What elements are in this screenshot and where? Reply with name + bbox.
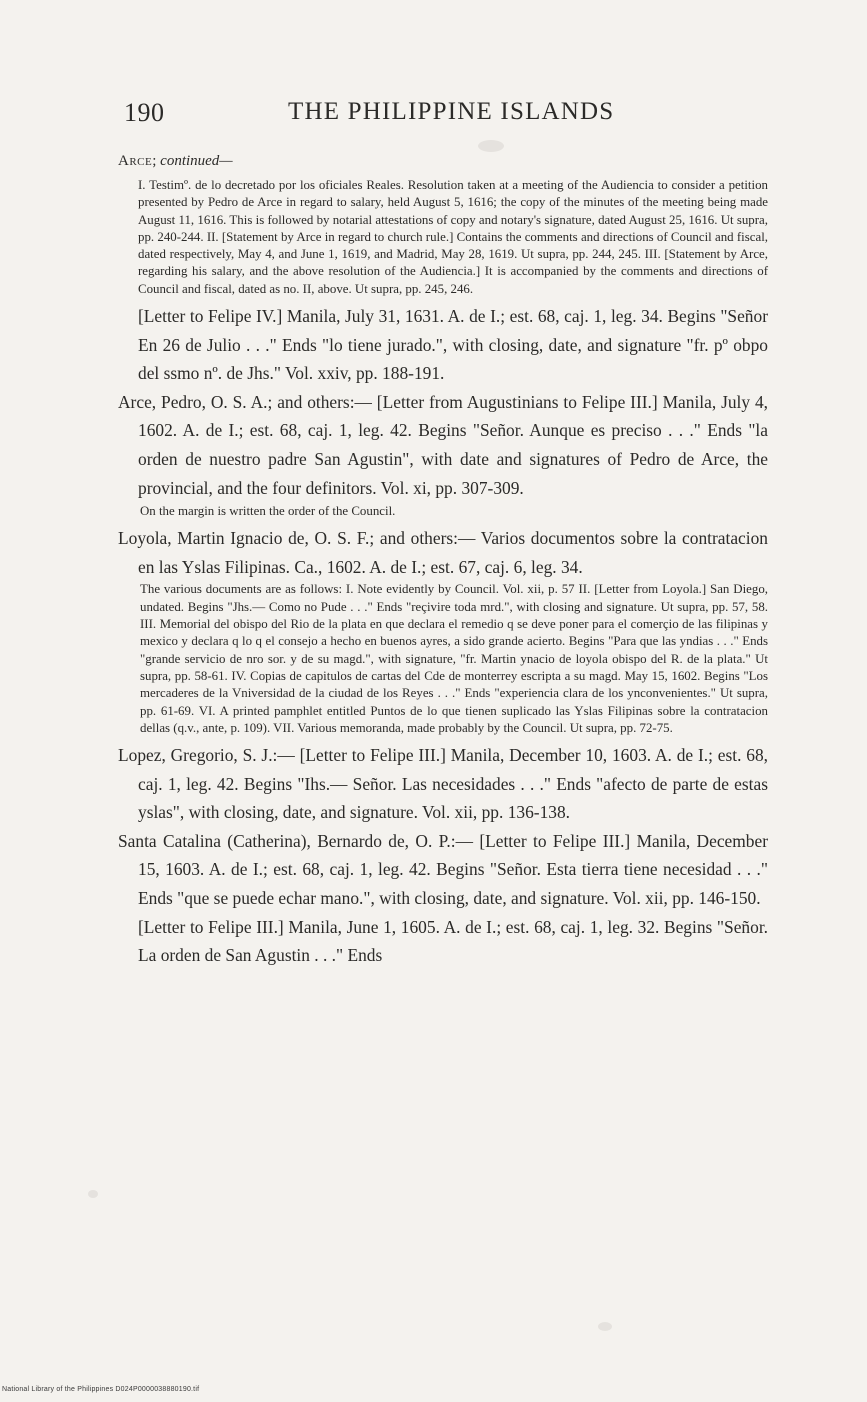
note-loyola-documents: The various documents are as follows: I. Note evidently by Council. Vol. xii, p. 57 II. [Letter from Loyola.] San Diego, undated. Begins "Jhs.— Como no Pude . . ." Ends "reçivire toda mrd.", with closing and signature. Ut supra, pp. 57, 58. III. Memorial del obispo del Rio de la plata en que declara el remedio q se deve poner para el comerçio de las filipinas y mexico y declara q lo q el consejo a hecho en buenos ayres, a sido grande acierto. Begins "Para que las yndias . . ." Ends "grande servicio de nro sor. y de su magd.", with signature, "fr. Martin ynacio de loyola obispo del R. de la plata." Ut supra, pp. 58-61. IV. Copias de capitulos de cartas del Cde de monterrey escripta a su magd. May 15, 1602. Begins "Los mercaderes de la Vniversidad de la ciudad de los Reyes . . ." Ends "experiencia clara de los ynconvenientes." Ut supra, pp. 61-69. VI. A printed pamphlet entitled Puntos de lo que tienen suplicado las Yslas Filipinas sobre la contratacion dellas (q.v., ante, p. 109). VII. Various memoranda, made probably by the Council. Ut supra, pp. 72-75. — [140, 582, 768, 735]
heading-name: Arce — [118, 153, 153, 169]
entry-letter-felipe-iii-1605: [Letter to Felipe III.] Manila, June 1, 1605. A. de I.; est. 68, caj. 1, leg. 32. Begins "Señor. La orden de San Agustin . . ." Ends — [138, 916, 768, 966]
entry-lopez-gregorio: Lopez, Gregorio, S. J.:— [Letter to Felipe III.] Manila, December 10, 1603. A. de I.; est. 68, caj. 1, leg. 42. Begins "Ihs.— Señor. Las necesidades . . ." Ends "afecto de parte de estas yslas", with closing, date, and signature. Vol. xii, pp. 136-138. — [118, 745, 768, 823]
paper-blemish — [598, 1322, 612, 1331]
continued-heading — [118, 150, 768, 172]
entry-letter-felipe-iv-1631: [Letter to Felipe IV.] Manila, July 31, 1631. A. de I.; est. 68, caj. 1, leg. 34. Begins "Señor En 26 de Julio . . ." Ends "lo tiene jurado.", with closing, date, and signature "fr. pº obpo del ssmo nº. de Jhs." Vol. xxiv, pp. 188-191. — [138, 306, 768, 384]
note-margin-order: On the margin is written the order of the Council. — [140, 504, 396, 519]
page-number: 190 — [124, 98, 165, 127]
paper-blemish — [88, 1190, 98, 1198]
note-arce-documents: I. Testimº. de lo decretado por los oficiales Reales. Resolution taken at a meeting of the Audiencia to consider a petition presented by Pedro de Arce in regard to salary, held August 5, 1616; the copy of the minutes of the meeting being made August 11, 1616. This is followed by notarial attestations of copy and notary's signature, dated August 25, 1616. Ut supra, pp. 240-244. II. [Statement by Arce in regard to church rule.] Contains the comments and directions of Council and fiscal, dated respectively, May 4, and June 1, 1619, and Madrid, May 28, 1619. Ut supra, pp. 244, 245. III. [Statement by Arce, regarding his salary, and the above resolution of the Audiencia.] It is accompanied by the comments and directions of Council and fiscal, dated as no. II, above. Ut supra, pp. 245, 246. — [138, 178, 768, 296]
page-header — [124, 98, 764, 138]
running-head: THE PHILIPPINE ISLANDS — [288, 98, 615, 125]
heading-continued: continued— — [160, 153, 233, 169]
entry-loyola-martin: Loyola, Martin Ignacio de, O. S. F.; and others:— Varios documentos sobre la contratacion en las Yslas Filipinas. Ca., 1602. A. de I.; est. 67, caj. 6, leg. 34. — [118, 528, 768, 577]
page-body — [118, 150, 768, 970]
scan-footer: National Library of the Philippines D024P0000038880190.tif — [2, 1386, 200, 1393]
heading-separator: ; — [152, 153, 161, 169]
entry-arce-pedro: Arce, Pedro, O. S. A.; and others:— [Letter from Augustinians to Felipe III.] Manila, July 4, 1602. A. de I.; est. 68, caj. 1, leg. 42. Begins "Señor. Aunque es preciso . . ." Ends "la orden de nuestro padre San Agustin", with date and signatures of Pedro de Arce, the provincial, and the four definitors. Vol. xi, pp. 307-309. — [118, 391, 768, 498]
entry-santa-catalina: Santa Catalina (Catherina), Bernardo de, O. P.:— [Letter to Felipe III.] Manila, December 15, 1603. A. de I.; est. 68, caj. 1, leg. 42. Begins "Señor. Esta tierra tiene necesidad . . ." Ends "que se puede echar mano.", with closing, date, and signature. Vol. xii, pp. 146-150. — [118, 830, 768, 909]
